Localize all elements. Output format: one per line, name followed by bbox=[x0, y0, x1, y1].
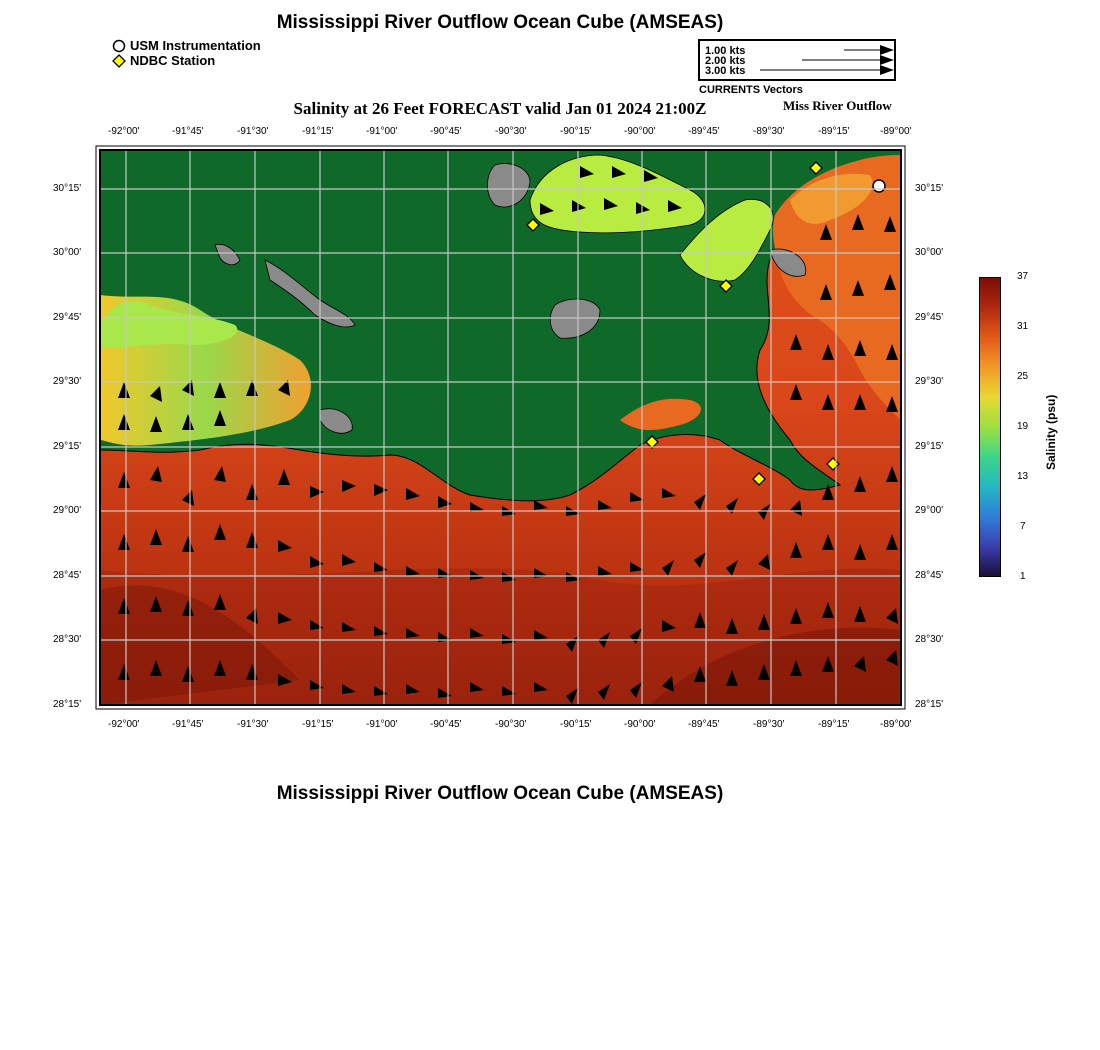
lat-label-right: 30°00' bbox=[915, 247, 944, 258]
colorbar-tick: 7 bbox=[1020, 521, 1026, 532]
vector-entry-3: 3.00 kts bbox=[705, 65, 746, 77]
lat-label-left: 30°15' bbox=[53, 183, 82, 194]
lat-label-right: 30°15' bbox=[915, 183, 944, 194]
lat-label-right: 29°30' bbox=[915, 376, 944, 387]
lon-label-top: -89°45' bbox=[688, 126, 720, 137]
lon-label-top: -89°30' bbox=[753, 126, 785, 137]
lon-label-top: -90°15' bbox=[560, 126, 592, 137]
vector-entry-2: 2.00 kts bbox=[705, 55, 746, 67]
colorbar-tick: 19 bbox=[1017, 421, 1029, 432]
vector-legend-box bbox=[698, 39, 896, 81]
lon-label-bottom: -89°00' bbox=[880, 719, 912, 730]
colorbar-tick: 13 bbox=[1017, 471, 1029, 482]
lat-label-right: 29°15' bbox=[915, 441, 944, 452]
lon-label-top: -92°00' bbox=[108, 126, 140, 137]
colorbar bbox=[979, 277, 1001, 577]
lon-label-bottom: -89°15' bbox=[818, 719, 850, 730]
lon-label-bottom: -90°30' bbox=[495, 719, 527, 730]
lat-label-left: 29°45' bbox=[53, 312, 82, 323]
lon-label-bottom: -90°45' bbox=[430, 719, 462, 730]
lon-label-top: -91°30' bbox=[237, 126, 269, 137]
lat-label-left: 28°15' bbox=[53, 699, 82, 710]
lat-label-left: 28°45' bbox=[53, 570, 82, 581]
lat-label-right: 29°45' bbox=[915, 312, 944, 323]
lon-label-top: -91°00' bbox=[366, 126, 398, 137]
colorbar-tick: 25 bbox=[1017, 371, 1029, 382]
lon-label-top: -89°15' bbox=[818, 126, 850, 137]
region-label: Miss River Outflow bbox=[783, 98, 892, 113]
lon-label-bottom: -91°45' bbox=[172, 719, 204, 730]
colorbar-tick: 31 bbox=[1017, 321, 1029, 332]
colorbar-tick: 1 bbox=[1020, 571, 1026, 582]
vector-arrows-icon bbox=[700, 41, 896, 81]
colorbar-tick: 37 bbox=[1017, 271, 1029, 282]
vector-legend-title: CURRENTS Vectors bbox=[699, 84, 803, 96]
usm-station bbox=[873, 180, 885, 192]
lon-label-bottom: -91°15' bbox=[302, 719, 334, 730]
lat-label-right: 28°30' bbox=[915, 634, 944, 645]
lon-label-top: -91°15' bbox=[302, 126, 334, 137]
map-subtitle: Salinity at 26 Feet FORECAST valid Jan 01 2024 21:00Z bbox=[293, 99, 707, 118]
footer-title: Mississippi River Outflow Ocean Cube (AMSEAS) bbox=[276, 783, 724, 804]
lat-label-left: 29°30' bbox=[53, 376, 82, 387]
lat-label-left: 28°30' bbox=[53, 634, 82, 645]
lon-label-bottom: -91°30' bbox=[237, 719, 269, 730]
lon-label-bottom: -92°00' bbox=[108, 719, 140, 730]
ndbc-marker-icon bbox=[112, 54, 126, 68]
ndbc-legend bbox=[112, 53, 215, 68]
usm-legend-label: USM Instrumentation bbox=[130, 38, 261, 53]
lat-label-left: 29°00' bbox=[53, 505, 82, 516]
lon-label-bottom: -91°00' bbox=[366, 719, 398, 730]
vector-entry-1: 1.00 kts bbox=[705, 45, 746, 57]
lon-label-bottom: -90°15' bbox=[560, 719, 592, 730]
page-title: Mississippi River Outflow Ocean Cube (AMSEAS) bbox=[276, 12, 724, 33]
map-fields bbox=[100, 150, 901, 705]
lat-label-left: 30°00' bbox=[53, 247, 82, 258]
lon-label-bottom: -89°45' bbox=[688, 719, 720, 730]
lat-label-right: 28°45' bbox=[915, 570, 944, 581]
salinity-map bbox=[0, 120, 960, 740]
lon-label-bottom: -90°00' bbox=[624, 719, 656, 730]
lon-label-bottom: -89°30' bbox=[753, 719, 785, 730]
lat-label-right: 29°00' bbox=[915, 505, 944, 516]
lon-label-top: -90°00' bbox=[624, 126, 656, 137]
lon-label-top: -90°30' bbox=[495, 126, 527, 137]
lon-label-top: -89°00' bbox=[880, 126, 912, 137]
lon-label-top: -91°45' bbox=[172, 126, 204, 137]
colorbar-label: Salinity (psu) bbox=[1044, 394, 1058, 470]
lat-label-right: 28°15' bbox=[915, 699, 944, 710]
usm-marker-icon bbox=[112, 39, 126, 53]
lon-label-top: -90°45' bbox=[430, 126, 462, 137]
ndbc-legend-label: NDBC Station bbox=[130, 53, 216, 68]
lat-label-left: 29°15' bbox=[53, 441, 82, 452]
usm-legend bbox=[112, 38, 261, 53]
